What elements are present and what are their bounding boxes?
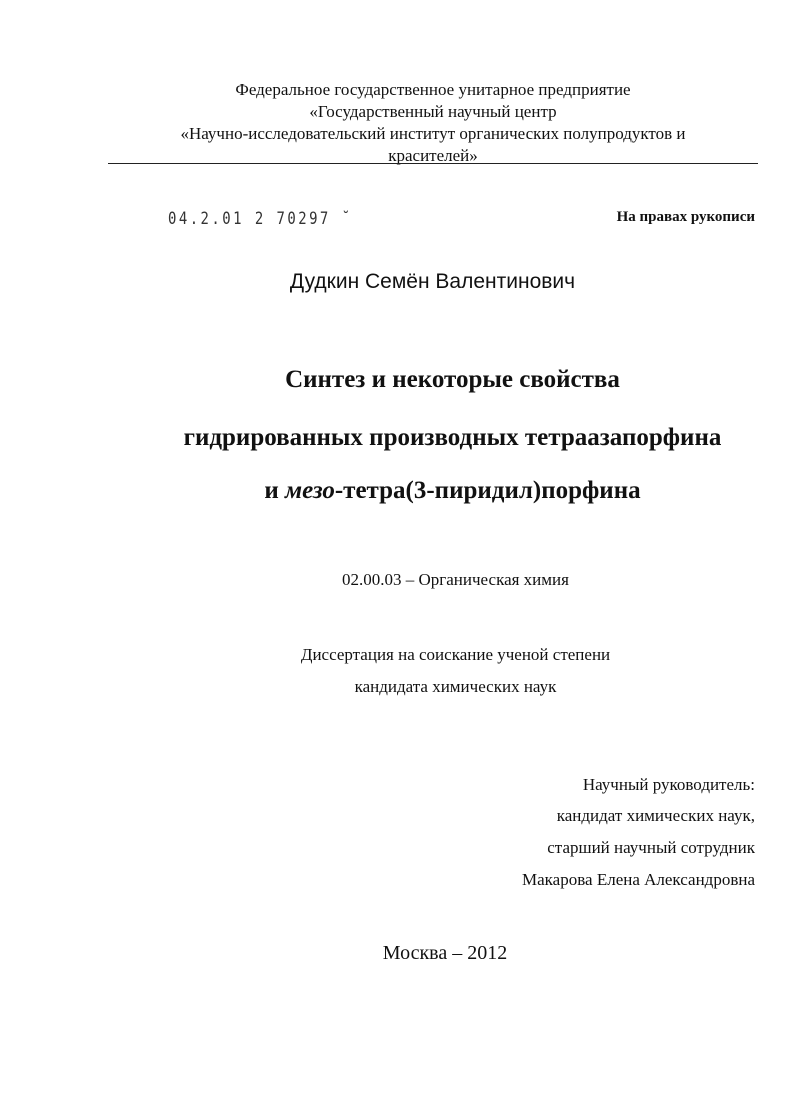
supervisor-heading: Научный руководитель: bbox=[582, 775, 755, 794]
supervisor-degree: кандидат химических наук, bbox=[556, 806, 755, 825]
org-line-1: Федеральное государственное унитарное предприятие bbox=[235, 80, 631, 99]
degree-line-2: кандидата химических наук bbox=[354, 677, 557, 696]
specialty-code: 02.00.03 – Органическая химия bbox=[342, 570, 569, 589]
header-divider bbox=[108, 163, 758, 164]
degree-line-1: Диссертация на соискание ученой степени bbox=[300, 645, 611, 664]
supervisor-position: старший научный сотрудник bbox=[547, 838, 755, 857]
org-line-4: красителей» bbox=[388, 146, 478, 165]
author-name: Дудкин Семён Валентинович bbox=[289, 270, 576, 293]
city-year: Москва – 2012 bbox=[382, 942, 508, 964]
title-meso-italic: мезо bbox=[285, 477, 335, 504]
title-line-3-prefix: и bbox=[264, 477, 286, 504]
org-line-2: «Государственный научный центр bbox=[309, 102, 557, 121]
org-line-3: «Научно-исследовательский институт органических полупродуктов и bbox=[180, 124, 686, 143]
title-line-1: Синтез и некоторые свойства bbox=[285, 366, 620, 393]
title-line-3 bbox=[0, 477, 793, 505]
supervisor-name: Макарова Елена Александровна bbox=[522, 870, 755, 889]
manuscript-rights-label: На правах рукописи bbox=[616, 209, 755, 225]
title-line-3-suffix: -тетра(3-пиридил)порфина bbox=[334, 477, 641, 504]
title-line-2: гидрированных производных тетраазапорфина bbox=[183, 424, 722, 451]
registration-stamp: 04.2.01 2 70297 ˘ bbox=[168, 209, 353, 229]
